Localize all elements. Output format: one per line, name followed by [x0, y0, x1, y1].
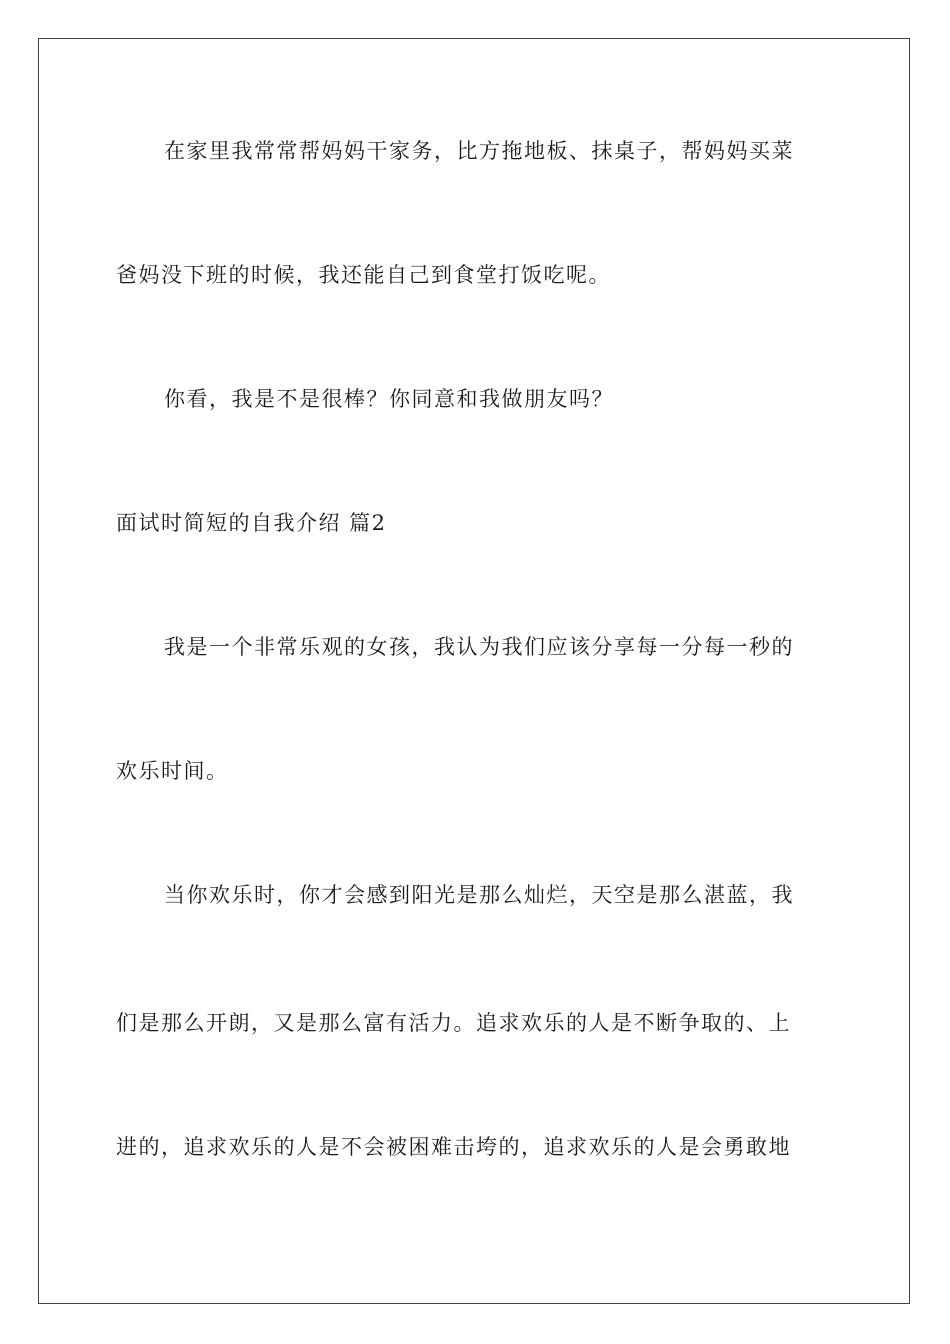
paragraph-line: 进的，追求欢乐的人是不会被困难击垮的，追求欢乐的人是会勇敢地 — [116, 1135, 791, 1159]
paragraph-line: 我是一个非常乐观的女孩，我认为我们应该分享每一分每一秒的 — [164, 635, 794, 659]
section-heading: 面试时简短的自我介绍 篇2 — [116, 511, 387, 535]
paragraph-line: 你看，我是不是很棒？你同意和我做朋友吗？ — [164, 387, 614, 411]
page-border — [38, 38, 910, 1304]
paragraph-line: 当你欢乐时，你才会感到阳光是那么灿烂，天空是那么湛蓝，我 — [164, 883, 794, 907]
paragraph-line: 在家里我常常帮妈妈干家务，比方拖地板、抹桌子，帮妈妈买菜 — [164, 139, 794, 163]
paragraph-line: 们是那么开朗，又是那么富有活力。追求欢乐的人是不断争取的、上 — [116, 1011, 791, 1035]
paragraph-line: 欢乐时间。 — [116, 759, 229, 783]
paragraph-line: 爸妈没下班的时候，我还能自己到食堂打饭吃呢。 — [116, 263, 611, 287]
